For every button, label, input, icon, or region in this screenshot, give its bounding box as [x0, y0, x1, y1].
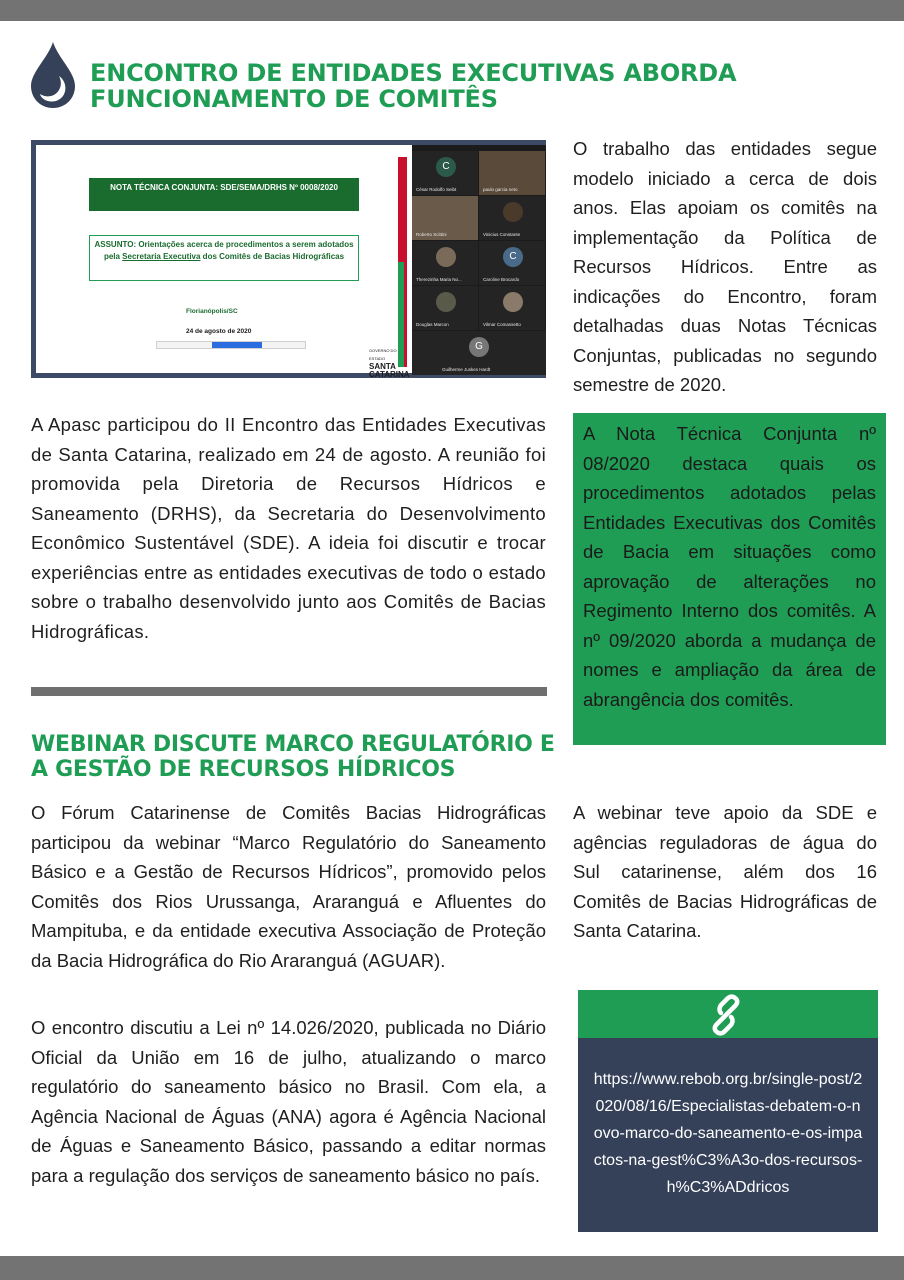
- avatar: C: [503, 247, 523, 267]
- avatar: C: [436, 157, 456, 177]
- source-link[interactable]: https://www.rebob.org.br/single-post/2020/08/16/Especialistas-debatem-o-novo-marco-do-saneamento-e-os-impactos-na-gest%C3%A3o-dos-recursos-h%C3%ADdricos: [593, 1071, 863, 1196]
- presentation-slide: [36, 145, 411, 379]
- participant-name: Vinicius Constante: [483, 232, 521, 237]
- link-header: [578, 990, 878, 1038]
- participant-name: Guilherme Juskes Hardt: [442, 367, 491, 372]
- participant-tile: [412, 151, 478, 195]
- avatar: [503, 292, 523, 312]
- avatar: [436, 292, 456, 312]
- paragraph-apasc: A Apasc participou do II Encontro das Entidades Executivas de Santa Catarina, realizado em 24 de agosto. A reunião foi promovida pela Diretoria de Recursos Hídricos e Saneamento (DRHS), da Secretaria do Desenvolvimento Econômico Sustentável (SDE). A ideia foi discutir e trocar experiências entre as entidades executivas de todo o estado sobre o trabalho desenvolvido junto aos Comitês de Bacias Hidrográficas.: [31, 414, 546, 642]
- santa-catarina-logo: GOVERNO DO ESTADO SANTA CATARINA: [369, 348, 410, 379]
- participant-tile: [412, 331, 546, 375]
- top-bar: [0, 0, 904, 21]
- highlight-box: [573, 413, 886, 745]
- participant-tile: [479, 196, 545, 240]
- participant-tile: [479, 241, 545, 285]
- slide-location: Florianópolis/SC: [186, 308, 238, 315]
- participant-name: paulo garcia neto: [483, 187, 518, 192]
- avatar: G: [469, 337, 489, 357]
- stop-share-button: [212, 342, 262, 348]
- article-title-encontro: ENCONTRO DE ENTIDADES EXECUTIVAS ABORDA FUNCIONAMENTO DE COMITÊS: [90, 59, 737, 113]
- paragraph-apoio: A webinar teve apoio da SDE e agências reguladoras de água do Sul catarinense, além dos 16 Comitês de Bacias Hidrográficas de Santa Catarina.: [573, 802, 877, 941]
- participants-gallery: [412, 145, 546, 373]
- participant-name: Vilmar Comassetto: [483, 322, 521, 327]
- slide-assunto: ASSUNTO: Orientações acerca de procedimentos a serem adotados pela Secretaria Executiva dos Comitês de Bacias Hidrográficas: [89, 235, 359, 281]
- paragraph-trabalho-entidades: O trabalho das entidades segue modelo iniciado a cerca de dois anos. Elas apoiam os comitês na implementação da Política de Recursos Hídricos. Entre as indicações do Encontro, foram detalhadas duas Notas Técnicas Conjuntas, publicadas no segundo semestre de 2020.: [573, 138, 877, 395]
- section-divider: [31, 687, 547, 696]
- flag-stripe-red: [404, 157, 407, 367]
- participant-tile: [412, 196, 478, 240]
- participant-name: Therezinha Maria No...: [416, 277, 462, 282]
- participant-tile: [479, 151, 545, 195]
- chain-link-icon: [706, 995, 746, 1035]
- bottom-bar: [0, 1256, 904, 1280]
- participant-tile: [412, 286, 478, 330]
- water-drop-icon: [28, 40, 78, 110]
- participant-name: César Rodolfo Seibt: [416, 187, 457, 192]
- paragraph-forum: O Fórum Catarinense de Comitês Bacias Hidrográficas participou da webinar “Marco Regulatório do Saneamento Básico e a Gestão de Recursos Hídricos”, promovido pelos Comitês dos Rios Urussanga, Araranguá e Afluentes do Mampituba, e da entidade executiva Associação de Proteção da Bacia Hidrográfica do Rio Araranguá (AGUAR).: [31, 802, 546, 971]
- highlight-text: A Nota Técnica Conjunta nº 08/2020 destaca quais os procedimentos adotados pelas Entidades Executivas dos Comitês de Bacia em situações como aprovação de alterações no Regimento Interno dos comitês. A nº 09/2020 aborda a mudança de nomes e ampliação da área de abrangência dos comitês.: [583, 423, 876, 710]
- article-title-webinar: WEBINAR DISCUTE MARCO REGULATÓRIO E A GESTÃO DE RECURSOS HÍDRICOS: [31, 732, 555, 782]
- participant-name: Douglas Marcon: [416, 322, 449, 327]
- participant-tile: [479, 286, 545, 330]
- meeting-screenshot: [31, 140, 546, 378]
- slide-date: 24 de agosto de 2020: [186, 328, 252, 335]
- avatar: [436, 247, 456, 267]
- paragraph-lei: O encontro discutiu a Lei nº 14.026/2020, publicada no Diário Oficial da União em 16 de julho, atualizando o marco regulatório do saneamento básico no Brasil. Com ela, a Agência Nacional de Águas (ANA) agora é Agência Nacional de Águas e Saneamento Básico, passando a editar normas para a regulação dos serviços de saneamento básico no país.: [31, 1017, 546, 1186]
- avatar: [503, 202, 523, 222]
- link-box[interactable]: [578, 1038, 878, 1232]
- participant-name: Caroline Brocardo: [483, 277, 520, 282]
- participant-name: Roberto Scittini: [416, 232, 447, 237]
- participant-tile: [412, 241, 478, 285]
- slide-nota-title: NOTA TÉCNICA CONJUNTA: SDE/SEMA/DRHS Nº 0008/2020: [89, 178, 359, 211]
